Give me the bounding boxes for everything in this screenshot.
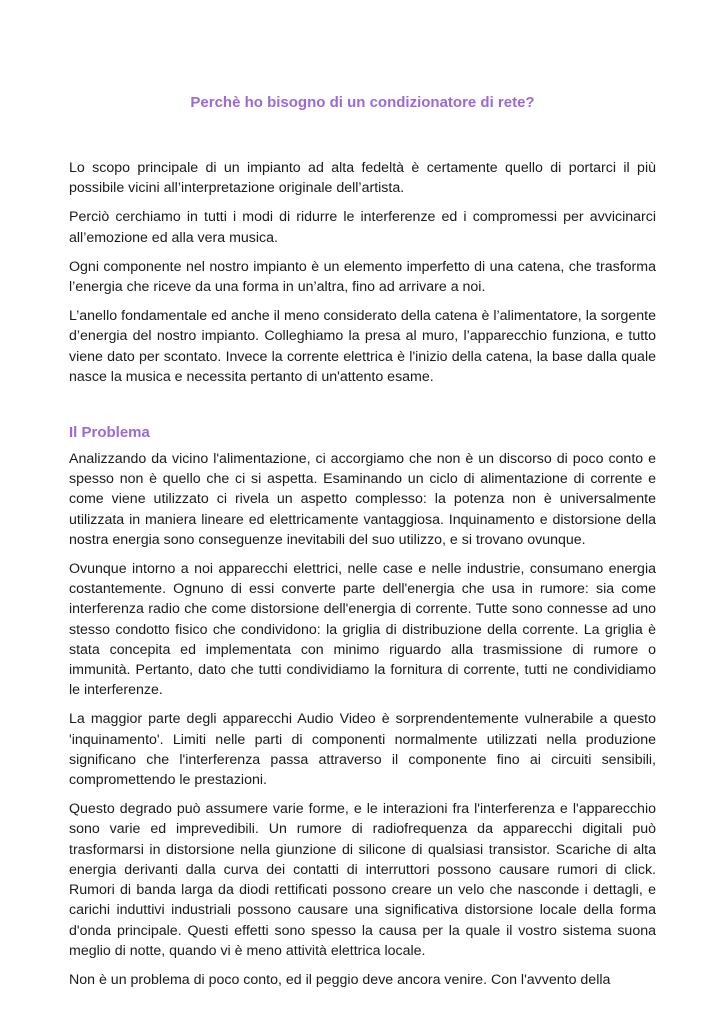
document-page (69, 92, 656, 999)
intro-paragraph-4: L’anello fondamentale ed anche il meno considerato della catena è l’alimentatore, la sorgente d’energia del nostro impianto. Colleghiamo la presa al muro, l’apparecchio funziona, e tutto viene dato per scontato. Invece la corrente elettrica è l'inizio della catena, la base dalla quale nasce la musica e necessita pertanto di un'attento esame. (69, 308, 656, 385)
section-spacer (69, 396, 656, 422)
document-title: Perchè ho bisogno di un condizionatore di rete? (190, 94, 535, 111)
section-paragraph-1: Analizzando da vicino l'alimentazione, ci accorgiamo che non è un discorso di poco conto e spesso non è quello che ci si aspetta. Esaminando un ciclo di alimentazione di corrente e come viene utilizzato ci rivela un aspetto complesso: la potenza non è universalmente utilizzata in maniera lineare ed elettricamente vantaggiosa. Inquinamento e distorsione della nostra energia sono conseguenze inevitabili del suo utilizzo, e si trovano ovunque. (69, 451, 656, 548)
section-paragraph-5: Non è un problema di poco conto, ed il peggio deve ancora venire. Con l'avvento della (69, 971, 611, 988)
intro-paragraph-1: Lo scopo principale di un impianto ad alta fedeltà è certamente quello di portarci il più possibile vicini all’interpretazione originale dell’artista. (69, 160, 656, 197)
section-paragraph-2: Ovunque intorno a noi apparecchi elettrici, nelle case e nelle industrie, consumano energia costantemente. Ognuno di essi converte parte dell'energia che usa in rumore: sia come interferenza radio che come distorsione dell'energia di corrente. Tutte sono connesse ad uno stesso condotto fisico che condividono: la griglia di distribuzione della corrente. La griglia è stata concepita ed implementata con minimo riguardo alla trasmissione di rumore o immunità. Pertanto, dato che tutti condividiamo la fornitura di corrente, tutti ne condividiamo le interferenze. (69, 561, 656, 699)
intro-paragraph-3: Ogni componente nel nostro impianto è un elemento imperfetto di una catena, che trasforma l’energia che riceve da una forma in un’altra, fino ad arrivare a noi. (69, 258, 656, 296)
section-paragraph-3: La maggior parte degli apparecchi Audio Video è sorprendentemente vulnerabile a questo 'inquinamento'. Limiti nelle parti di componenti normalmente utilizzati nella produzione significano che l'interferenza passa attraverso il componente fino ai circuiti sensibili, compromettendo le prestazioni. (69, 711, 656, 789)
section-heading: Il Problema (69, 424, 150, 442)
intro-paragraph-2: Perciò cerchiamo in tutti i modi di ridurre le interferenze ed i compromessi per avvicinarci all’emozione ed alla vera musica. (69, 209, 656, 246)
section-paragraph-4: Questo degrado può assumere varie forme, e le interazioni fra l'interferenza e l'apparecchio sono varie ed imprevedibili. Un rumore di radiofrequenza da apparecchi digitali può trasformarsi in distorsione nella giunzione di silicone di qualsiasi transistor. Scariche di alta energia derivanti dalla curva dei contatti di interruttori possono causare rumori di click. Rumori di banda larga da diodi rettificati possono creare un velo che nasconde i dettagli, e carichi induttivi industriali possono causare una significativa distorsione locale della forma d'onda principale. Questi effetti sono spesso la causa per la quale il vostro sistema suona meglio di notte, quando vi è meno attività elettrica locale. (69, 801, 656, 959)
